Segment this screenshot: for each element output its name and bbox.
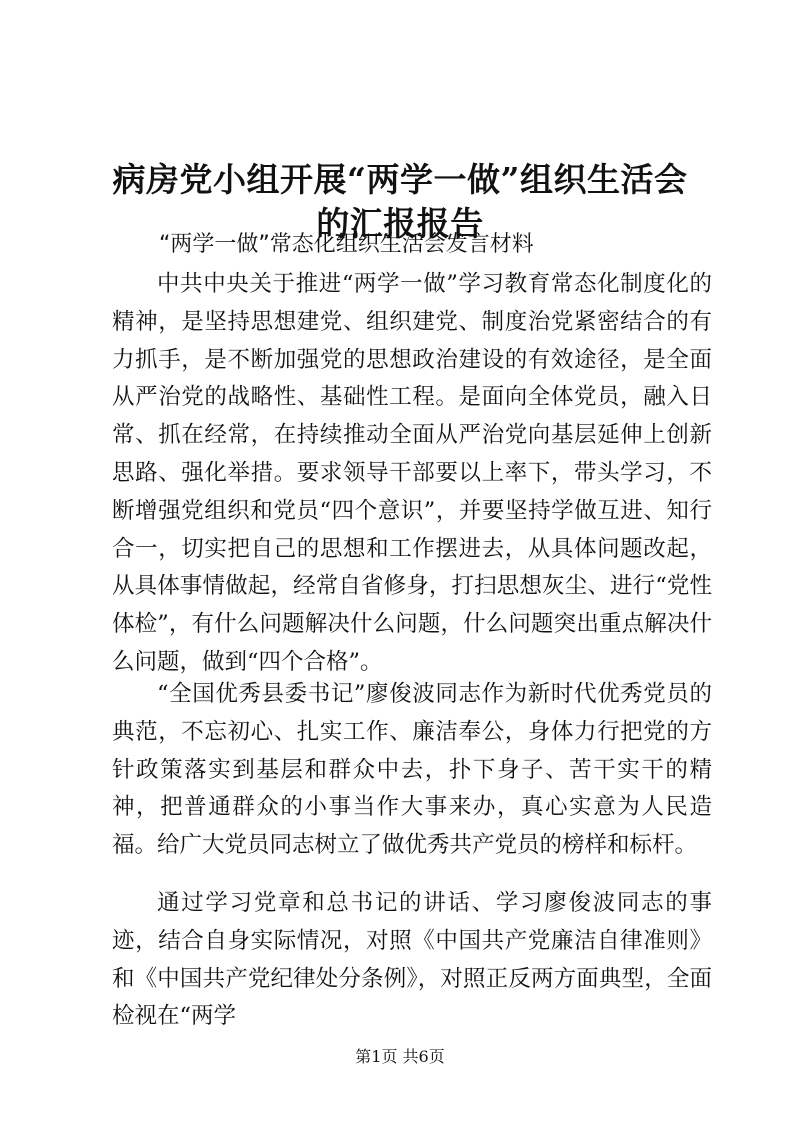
body-paragraph: 中共中央关于推进“两学一做”学习教育常态化制度化的精神，是坚持思想建党、组织建党、制度治党紧密结合的有力抓手，是不断加强党的思想政治建设的有效途径，是全面从严治党的战略性、基础性工程。是面向全体党员，融入日常、抓在经常，在持续推动全面从严治党向基层延伸上创新思路、强化举措。要求领导干部要以上率下，带头学习，不断增强党组织和党员“四个意识”，并要坚持学做互进、知行合一，切实把自己的思想和工作摆进去，从具体问题改起，从具体事情做起，经常自省修身，打扫思想灰尘、进行“党性体检”，有什么问题解决什么问题，什么问题突出重点解决什么问题，做到“四个合格”。 [112, 271, 712, 675]
page-footer: 第1页 共6页 [355, 1047, 445, 1066]
document-title: 病房党小组开展“两学一做”组织生活会的汇报报告 [112, 160, 688, 244]
body-paragraph: 通过学习党章和总书记的讲话、学习廖俊波同志的事迹，结合自身实际情况，对照《中国共产党廉洁自律准则》和《中国共产党纪律处分条例》，对照正反两方面典型，全面检视在“两学 [112, 890, 712, 1030]
document-subtitle: “两学一做”常态化组织生活会发言材料 [159, 232, 534, 257]
body-paragraph: “全国优秀县委书记”廖俊波同志作为新时代优秀党员的典范，不忘初心、扎实工作、廉洁奉公，身体力行把党的方针政策落实到基层和群众中去，扑下身子、苦干实干的精神，把普通群众的小事当作大事来办，真心实意为人民造福。给广大党员同志树立了做优秀共产党员的榜样和标杆。 [112, 681, 712, 859]
